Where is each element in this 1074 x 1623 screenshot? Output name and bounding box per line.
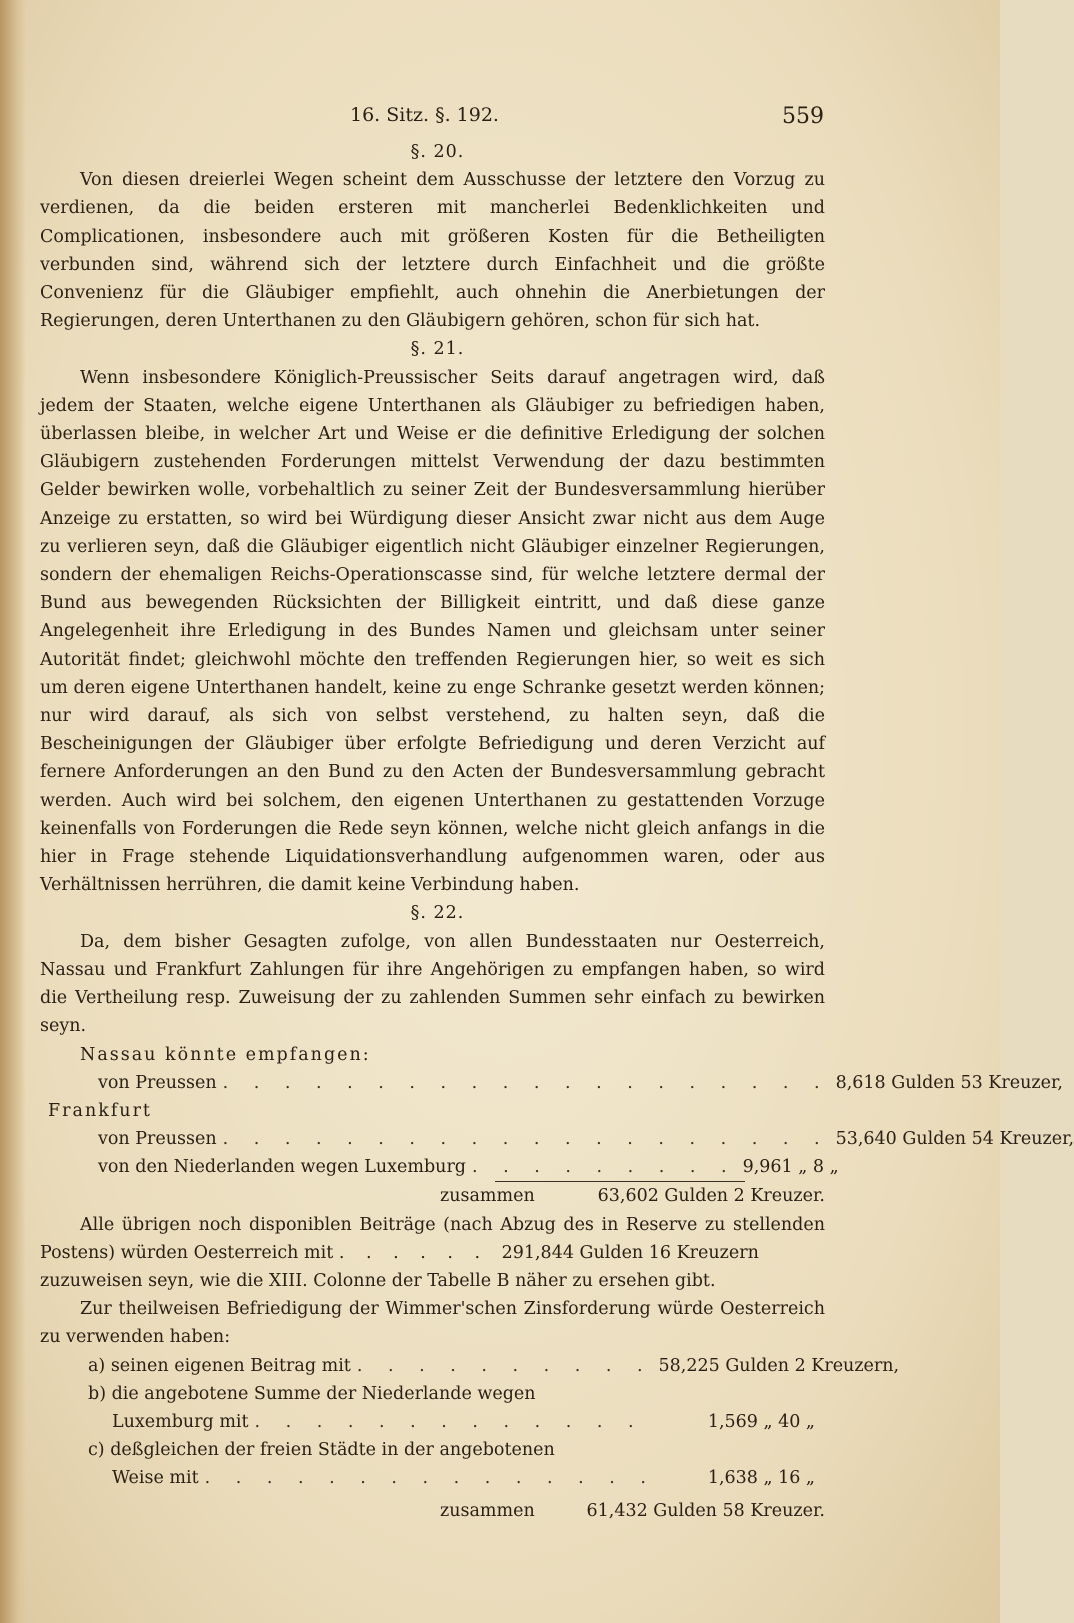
item-b-row [40,1408,825,1436]
nassau-row-amount: 8,618 Gulden 53 Kreuzer, [835,1072,1063,1093]
running-header [0,100,1000,130]
item-a-amount: 58,225 Gulden 2 Kreuzern, [658,1355,900,1376]
section-heading-22: §. 22. [410,903,465,924]
frankfurt-row-2 [40,1153,839,1181]
item-c-label-1: c) deßgleichen der freien Städte in der angebotenen [88,1440,555,1461]
header-session-ref: 16. Sitz. §. 192. [350,104,499,126]
sum2-label: zusammen [440,1500,535,1521]
frankfurt-row-2-label: von den Niederlanden wegen Luxemburg [98,1157,467,1178]
frankfurt-heading: Frankfurt [48,1100,152,1121]
item-c-amount: 1,638 „ 16 „ [707,1468,815,1489]
nassau-row [40,1069,1063,1097]
paragraph-22-intro: Da, dem bisher Gesagten zufolge, von allen Bundesstaaten nur Oesterreich, Nassau und Frankfurt Zahlungen für ihre Angehörigen zu empfangen haben, so wird die Vertheilung resp. Zuweisung der zu zahlenden Summen sehr einfach zu bewirken seyn. [40,931,825,1037]
sum1-label: zusammen [440,1186,535,1207]
sum1-amount: 63,602 Gulden 2 Kreuzer. [597,1186,825,1207]
leader-dots: . . . . . . . . . [472,1157,737,1178]
body-text [40,138,1074,1525]
frankfurt-row-2-amount: 9,961 „ 8 „ [742,1157,839,1178]
remaining-amount: 291,844 Gulden 16 Kreuzern [501,1242,759,1263]
frankfurt-row-1-amount: 53,640 Gulden 54 Kreuzer, [835,1129,1074,1150]
frankfurt-sum-row [40,1182,825,1210]
leader-dots: . . . . . . . . . . . . . . . [204,1468,656,1489]
leader-dots: . . . . . . . . . . . . . . . . . . . . [222,1129,830,1150]
item-a-row [40,1352,900,1380]
leader-dots: . . . . . . . . . . . . . . . . . . . . [222,1072,830,1093]
remaining-text-2: zuzuweisen seyn, wie die XIII. Colonne der Tabelle B näher zu ersehen gibt. [40,1271,716,1292]
item-c-row [40,1464,825,1492]
austria-intro: Zur theilweisen Befriedigung der Wimmer'schen Zinsforderung würde Oesterreich zu verwenden haben: [40,1299,825,1348]
book-spine-shadow [0,0,26,1623]
item-b-label-1: b) die angebotene Summe der Niederlande wegen [88,1383,536,1404]
frankfurt-row-1 [40,1125,1074,1153]
nassau-row-label: von Preussen [98,1072,217,1093]
paragraph-21: Wenn insbesondere Königlich-Preussischer Seits darauf angetragen wird, daß jedem der Staaten, welche eigene Unterthanen als Gläubiger zu befriedigen haben, überlassen bleibe, in welcher Art und Weise er die definitive Erledigung der solchen Gläubigern zustehenden Forderungen mittelst Verwendung der dazu bestimmten Gelder bewirken wolle, vorbehaltlich zu seiner Zeit der Bundesversammlung hierüber Anzeige zu erstatten, so wird bei Würdigung dieser Ansicht zwar nicht aus dem Auge zu verlieren seyn, daß die Gläubiger eigentlich nicht Gläubiger einzelner Regierungen, sondern der ehemaligen Reichs-Operationscasse sind, für welche letztere dermal der Bund aus bewegenden Rücksichten der Billigkeit eintritt, und daß diese ganze Angelegenheit ihre Erledigung in des Bundes Namen und gleichsam unter seiner Autorität findet; gleichwohl möchte den treffenden Regierungen hier, so weit es sich um deren eigene Unterthanen handelt, keine zu enge Schranke gesetzt werden können; nur wird darauf, als sich von selbst verstehend, zu halten seyn, daß die Bescheinigungen der Gläubiger über erfolgte Befriedigung und deren Verzicht auf fernere Anforderungen an den Bund zu den Acten der Bundesversammlung gebracht werden. Auch wird bei solchem, den eigenen Unterthanen zu gestattenden Vorzuge keinenfalls von Forderungen die Rede seyn können, welche nicht gleich anfangs in die hier in Frage stehende Liquidationsverhandlung aufgenommen waren, oder aus Verhältnissen herrühren, die damit keine Verbindung haben. [40,367,825,896]
sum2-amount: 61,432 Gulden 58 Kreuzer. [586,1500,825,1521]
section-heading-21: §. 21. [410,339,465,360]
section-heading-20: §. 20. [410,142,465,162]
frankfurt-row-1-label: von Preussen [98,1129,217,1150]
leader-dots: . . . . . . . . . . [356,1355,653,1376]
item-b-amount: 1,569 „ 40 „ [707,1412,815,1433]
nassau-heading: Nassau könnte empfangen: [80,1044,371,1065]
leader-dots: . . . . . . . . . . . . . [254,1412,644,1433]
paragraph-20: Von diesen dreierlei Wegen scheint dem Ausschusse der letztere den Vorzug zu verdienen, da die beiden ersteren mit mancherlei Bedenklichkeiten und Complicationen, insbesondere auch mit größeren Kosten für die Betheiligten verbunden sind, während sich der letztere durch Einfachheit und die größte Convenienz für die Gläubiger empfiehlt, auch ohnehin die Anerbietungen der Regierungen, deren Unterthanen zu den Gläubigern gehören, schon für sich hat. [40,170,825,332]
item-c-label-2: Weise mit [112,1468,199,1489]
item-b-label-2: Luxemburg mit [112,1412,249,1433]
remaining-text: Alle übrigen noch disponiblen Beiträge (nach Abzug des in Reserve zu stellenden Postens) würden Oesterreich mit . . . . . . 291,844 Gulden 16 Kreuzern [40,1214,825,1263]
page-number: 559 [782,104,824,129]
item-a-label: a) seinen eigenen Beitrag mit [88,1355,351,1376]
austria-sum-row [40,1497,825,1525]
